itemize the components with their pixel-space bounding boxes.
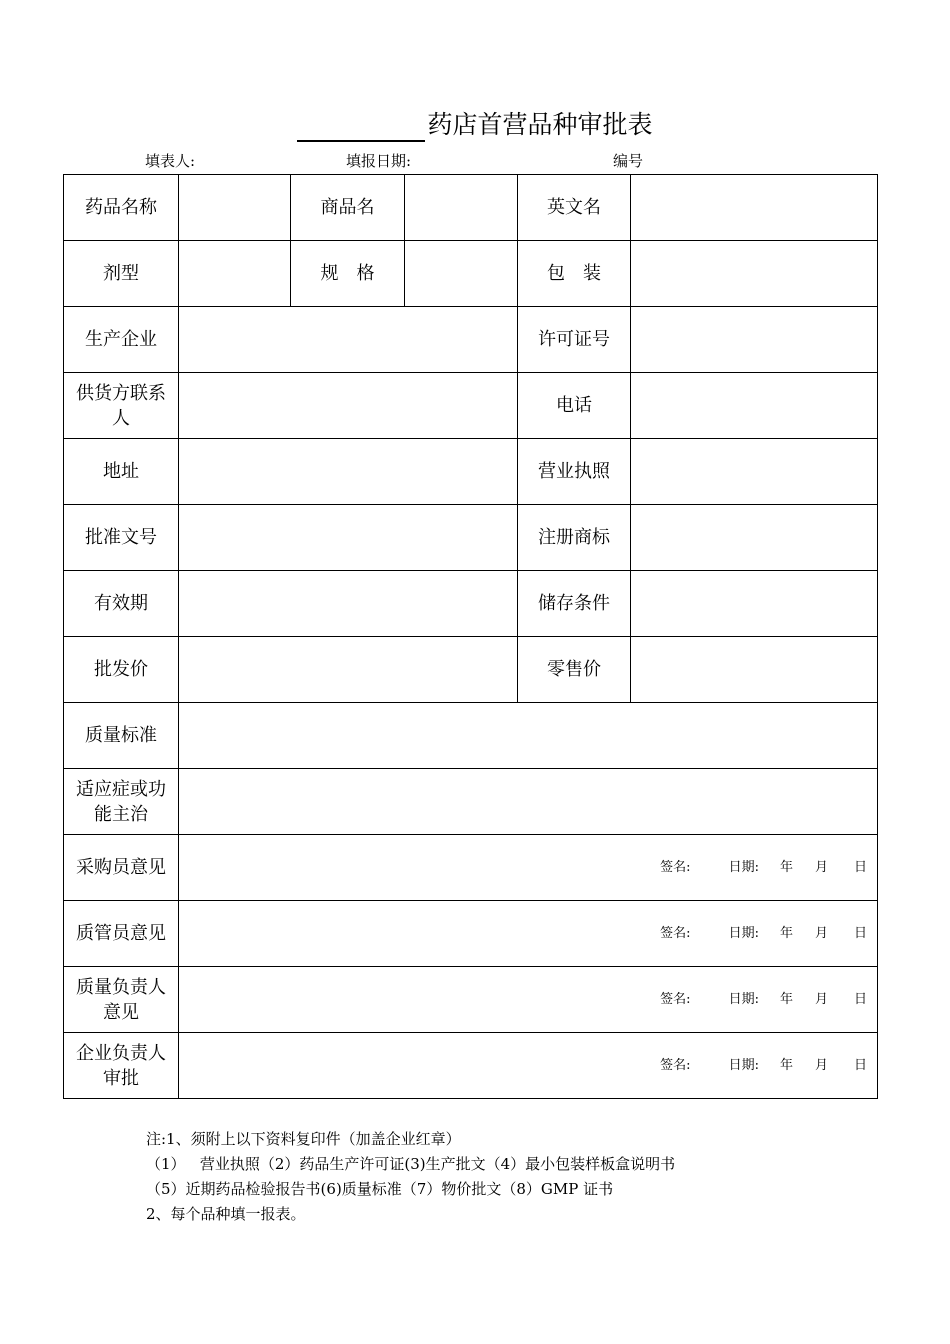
signature-label: 签名: — [660, 1058, 691, 1073]
table-row — [64, 241, 878, 307]
retail-price-field[interactable] — [631, 637, 878, 703]
table-row — [64, 307, 878, 373]
note-line: 注:1、须附上以下资料复印件（加盖企业红章） — [146, 1130, 461, 1148]
table-row — [64, 505, 878, 571]
wholesale-price-field[interactable] — [179, 637, 518, 703]
notes — [146, 1127, 675, 1227]
buyer-opinion-field[interactable] — [179, 835, 878, 901]
year-label: 年 — [779, 860, 793, 875]
year-label: 年 — [779, 926, 793, 941]
note-line: （1） 营业执照（2）药品生产许可证(3)生产批文（4）最小包装样板盒说明书 — [146, 1155, 676, 1173]
storage-label: 储存条件 — [518, 571, 631, 637]
title-blank-line — [297, 112, 425, 142]
supplier-contact-label: 供货方联系人 — [64, 373, 179, 439]
spec-label: 规 格 — [291, 241, 405, 307]
supplier-contact-field[interactable] — [179, 373, 518, 439]
english-name-label: 英文名 — [518, 175, 631, 241]
approval-no-label: 批准文号 — [64, 505, 179, 571]
filler-label: 填表人: — [145, 152, 196, 170]
signature-label: 签名: — [660, 926, 691, 941]
form-title-text: 药店首营品种审批表 — [427, 110, 653, 139]
day-label: 日 — [853, 992, 867, 1007]
address-field[interactable] — [179, 439, 518, 505]
package-label: 包 装 — [518, 241, 631, 307]
dosage-form-label: 剂型 — [64, 241, 179, 307]
qc-opinion-label: 质管员意见 — [64, 901, 179, 967]
month-label: 月 — [814, 926, 828, 941]
validity-field[interactable] — [179, 571, 518, 637]
table-row — [64, 835, 878, 901]
company-head-approval-field[interactable] — [179, 1033, 878, 1099]
quality-standard-label: 质量标准 — [64, 703, 179, 769]
month-label: 月 — [814, 992, 828, 1007]
package-field[interactable] — [631, 241, 878, 307]
approval-table — [63, 174, 878, 1099]
company-head-approval-label: 企业负责人审批 — [64, 1033, 179, 1099]
license-no-label: 许可证号 — [518, 307, 631, 373]
wholesale-price-label: 批发价 — [64, 637, 179, 703]
fill-date-label: 填报日期: — [346, 152, 412, 170]
day-label: 日 — [853, 860, 867, 875]
table-row — [64, 637, 878, 703]
date-label: 日期: — [728, 926, 759, 941]
quality-head-opinion-label: 质量负责人意见 — [64, 967, 179, 1033]
address-label: 地址 — [64, 439, 179, 505]
date-label: 日期: — [728, 992, 759, 1007]
table-row — [64, 1033, 878, 1099]
phone-field[interactable] — [631, 373, 878, 439]
trade-name-label: 商品名 — [291, 175, 405, 241]
dosage-form-field[interactable] — [179, 241, 291, 307]
storage-field[interactable] — [631, 571, 878, 637]
indications-field[interactable] — [179, 769, 878, 835]
approval-no-field[interactable] — [179, 505, 518, 571]
table-row — [64, 571, 878, 637]
signature-label: 签名: — [660, 992, 691, 1007]
date-label: 日期: — [728, 860, 759, 875]
buyer-opinion-label: 采购员意见 — [64, 835, 179, 901]
business-license-field[interactable] — [631, 439, 878, 505]
table-row — [64, 703, 878, 769]
business-license-label: 营业执照 — [518, 439, 631, 505]
note-line: （5）近期药品检验报告书(6)质量标准（7）物价批文（8）GMP 证书 — [146, 1180, 614, 1198]
license-no-field[interactable] — [631, 307, 878, 373]
drug-name-field[interactable] — [179, 175, 291, 241]
table-row — [64, 175, 878, 241]
day-label: 日 — [853, 1058, 867, 1073]
english-name-field[interactable] — [631, 175, 878, 241]
retail-price-label: 零售价 — [518, 637, 631, 703]
year-label: 年 — [779, 992, 793, 1007]
phone-label: 电话 — [518, 373, 631, 439]
day-label: 日 — [853, 926, 867, 941]
year-label: 年 — [779, 1058, 793, 1073]
quality-head-opinion-field[interactable] — [179, 967, 878, 1033]
quality-standard-field[interactable] — [179, 703, 878, 769]
spec-field[interactable] — [405, 241, 518, 307]
manufacturer-field[interactable] — [179, 307, 518, 373]
note-line: 2、每个品种填一报表。 — [146, 1205, 306, 1223]
table-row — [64, 769, 878, 835]
trademark-field[interactable] — [631, 505, 878, 571]
number-label: 编号 — [613, 152, 644, 170]
manufacturer-label: 生产企业 — [64, 307, 179, 373]
form-title — [0, 108, 950, 142]
signature-label: 签名: — [660, 860, 691, 875]
trade-name-field[interactable] — [405, 175, 518, 241]
date-label: 日期: — [728, 1058, 759, 1073]
trademark-label: 注册商标 — [518, 505, 631, 571]
table-row — [64, 373, 878, 439]
drug-name-label: 药品名称 — [64, 175, 179, 241]
table-row — [64, 901, 878, 967]
table-row — [64, 967, 878, 1033]
month-label: 月 — [814, 1058, 828, 1073]
validity-label: 有效期 — [64, 571, 179, 637]
table-row — [64, 439, 878, 505]
indications-label: 适应症或功能主治 — [64, 769, 179, 835]
month-label: 月 — [814, 860, 828, 875]
qc-opinion-field[interactable] — [179, 901, 878, 967]
